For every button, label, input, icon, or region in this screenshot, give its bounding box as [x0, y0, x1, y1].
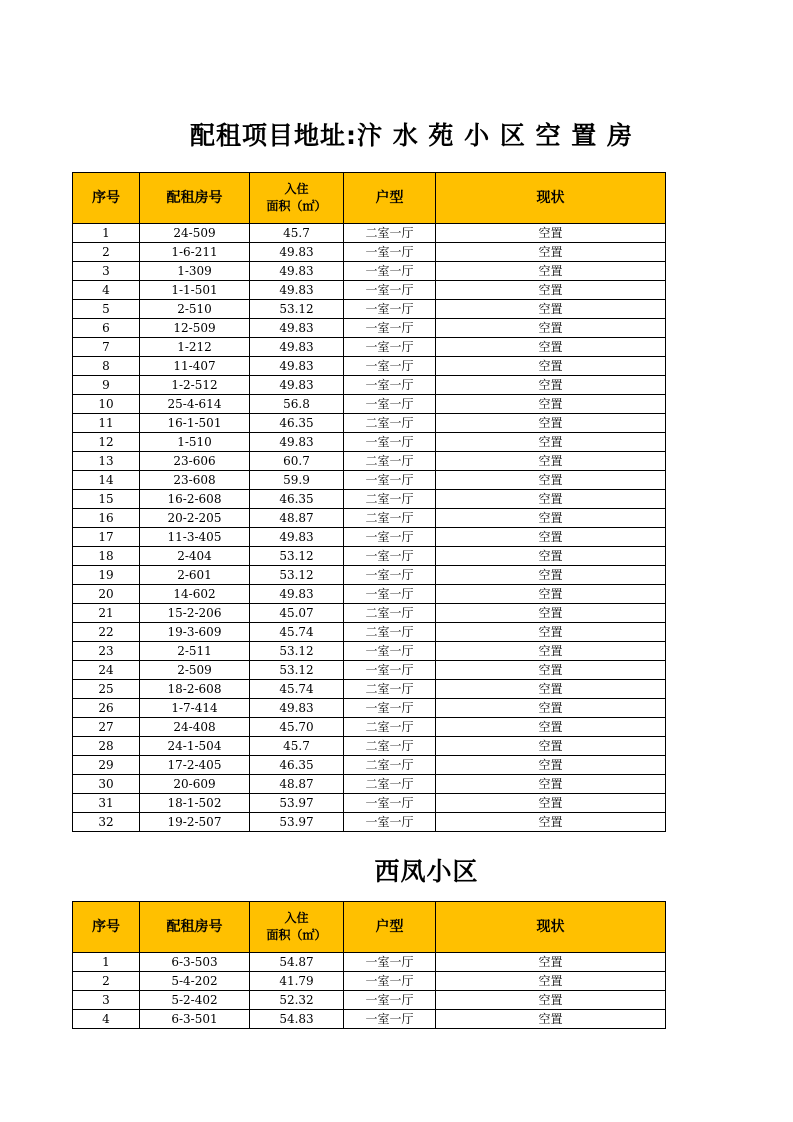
cell-type: 一室一厅	[344, 813, 436, 832]
cell-area: 49.83	[250, 376, 344, 395]
cell-room: 24-408	[140, 718, 250, 737]
cell-type: 一室一厅	[344, 376, 436, 395]
cell-seq: 4	[73, 281, 140, 300]
cell-room: 1-7-414	[140, 699, 250, 718]
table-row	[73, 604, 666, 623]
cell-type: 一室一厅	[344, 991, 436, 1010]
header-row	[73, 902, 666, 953]
cell-status: 空置	[436, 547, 666, 566]
table-row	[73, 775, 666, 794]
cell-room: 23-608	[140, 471, 250, 490]
cell-area: 49.83	[250, 338, 344, 357]
cell-status: 空置	[436, 566, 666, 585]
cell-room: 1-309	[140, 262, 250, 281]
vacancy-table-xifeng	[72, 901, 666, 1029]
cell-seq: 8	[73, 357, 140, 376]
cell-area: 56.8	[250, 395, 344, 414]
cell-status: 空置	[436, 319, 666, 338]
cell-status: 空置	[436, 737, 666, 756]
header-status: 现状	[436, 902, 666, 953]
table-row	[73, 718, 666, 737]
cell-type: 一室一厅	[344, 433, 436, 452]
cell-status: 空置	[436, 509, 666, 528]
cell-room: 1-1-501	[140, 281, 250, 300]
cell-area: 54.83	[250, 1010, 344, 1029]
cell-type: 一室一厅	[344, 1010, 436, 1029]
cell-area: 48.87	[250, 509, 344, 528]
cell-type: 二室一厅	[344, 452, 436, 471]
cell-area: 53.12	[250, 642, 344, 661]
table-row	[73, 756, 666, 775]
cell-room: 1-2-512	[140, 376, 250, 395]
cell-type: 二室一厅	[344, 775, 436, 794]
table-row	[73, 433, 666, 452]
header-room: 配租房号	[140, 173, 250, 224]
table-row	[73, 224, 666, 243]
table-row	[73, 547, 666, 566]
cell-seq: 23	[73, 642, 140, 661]
cell-area: 49.83	[250, 281, 344, 300]
cell-seq: 17	[73, 528, 140, 547]
cell-room: 5-2-402	[140, 991, 250, 1010]
cell-area: 46.35	[250, 414, 344, 433]
cell-status: 空置	[436, 585, 666, 604]
cell-type: 二室一厅	[344, 737, 436, 756]
table-row	[73, 623, 666, 642]
cell-room: 11-3-405	[140, 528, 250, 547]
cell-type: 一室一厅	[344, 699, 436, 718]
cell-room: 24-1-504	[140, 737, 250, 756]
header-seq: 序号	[73, 902, 140, 953]
cell-status: 空置	[436, 1010, 666, 1029]
header-room: 配租房号	[140, 902, 250, 953]
cell-room: 17-2-405	[140, 756, 250, 775]
table-row	[73, 395, 666, 414]
cell-area: 46.35	[250, 490, 344, 509]
cell-area: 53.12	[250, 547, 344, 566]
table-row	[73, 528, 666, 547]
cell-seq: 3	[73, 262, 140, 281]
cell-seq: 30	[73, 775, 140, 794]
cell-seq: 3	[73, 991, 140, 1010]
cell-status: 空置	[436, 718, 666, 737]
header-area-line2: 面积（㎡）	[266, 199, 327, 213]
cell-area: 49.83	[250, 433, 344, 452]
cell-status: 空置	[436, 756, 666, 775]
cell-status: 空置	[436, 699, 666, 718]
cell-status: 空置	[436, 433, 666, 452]
cell-seq: 7	[73, 338, 140, 357]
cell-status: 空置	[436, 452, 666, 471]
cell-seq: 13	[73, 452, 140, 471]
cell-type: 一室一厅	[344, 566, 436, 585]
cell-status: 空置	[436, 953, 666, 972]
cell-seq: 25	[73, 680, 140, 699]
cell-status: 空置	[436, 680, 666, 699]
cell-area: 45.7	[250, 224, 344, 243]
cell-area: 49.83	[250, 243, 344, 262]
table-row	[73, 972, 666, 991]
cell-status: 空置	[436, 376, 666, 395]
header-area-line1: 入住	[284, 911, 309, 925]
cell-area: 49.83	[250, 262, 344, 281]
cell-seq: 21	[73, 604, 140, 623]
cell-area: 46.35	[250, 756, 344, 775]
cell-type: 二室一厅	[344, 718, 436, 737]
cell-status: 空置	[436, 604, 666, 623]
cell-status: 空置	[436, 972, 666, 991]
header-area	[250, 902, 344, 953]
table-row	[73, 991, 666, 1010]
cell-room: 18-1-502	[140, 794, 250, 813]
table-row	[73, 414, 666, 433]
header-status: 现状	[436, 173, 666, 224]
cell-seq: 2	[73, 243, 140, 262]
cell-room: 2-511	[140, 642, 250, 661]
cell-type: 一室一厅	[344, 471, 436, 490]
cell-type: 二室一厅	[344, 414, 436, 433]
cell-status: 空置	[436, 471, 666, 490]
cell-status: 空置	[436, 794, 666, 813]
cell-type: 一室一厅	[344, 281, 436, 300]
cell-area: 53.12	[250, 661, 344, 680]
cell-seq: 29	[73, 756, 140, 775]
cell-seq: 32	[73, 813, 140, 832]
cell-area: 48.87	[250, 775, 344, 794]
table-row	[73, 566, 666, 585]
cell-type: 一室一厅	[344, 547, 436, 566]
table-row	[73, 243, 666, 262]
vacancy-table-bianshuiyuan	[72, 172, 666, 832]
cell-area: 49.83	[250, 528, 344, 547]
page-title: 配租项目地址:汴 水 苑 小 区 空 置 房	[190, 121, 633, 150]
cell-room: 24-509	[140, 224, 250, 243]
cell-room: 20-609	[140, 775, 250, 794]
table-row	[73, 376, 666, 395]
cell-area: 59.9	[250, 471, 344, 490]
cell-area: 41.79	[250, 972, 344, 991]
cell-status: 空置	[436, 490, 666, 509]
cell-type: 一室一厅	[344, 357, 436, 376]
table-row	[73, 661, 666, 680]
cell-seq: 28	[73, 737, 140, 756]
cell-type: 二室一厅	[344, 756, 436, 775]
table-row	[73, 509, 666, 528]
cell-type: 一室一厅	[344, 642, 436, 661]
cell-room: 6-3-501	[140, 1010, 250, 1029]
table-row	[73, 319, 666, 338]
cell-type: 二室一厅	[344, 604, 436, 623]
cell-status: 空置	[436, 357, 666, 376]
cell-type: 一室一厅	[344, 528, 436, 547]
cell-status: 空置	[436, 281, 666, 300]
cell-status: 空置	[436, 661, 666, 680]
cell-area: 45.74	[250, 680, 344, 699]
cell-room: 15-2-206	[140, 604, 250, 623]
cell-room: 1-212	[140, 338, 250, 357]
cell-area: 53.12	[250, 566, 344, 585]
header-seq: 序号	[73, 173, 140, 224]
cell-type: 一室一厅	[344, 585, 436, 604]
cell-seq: 22	[73, 623, 140, 642]
cell-room: 2-509	[140, 661, 250, 680]
cell-status: 空置	[436, 395, 666, 414]
cell-status: 空置	[436, 642, 666, 661]
table-row	[73, 794, 666, 813]
cell-room: 5-4-202	[140, 972, 250, 991]
table-row	[73, 1010, 666, 1029]
cell-seq: 26	[73, 699, 140, 718]
cell-seq: 14	[73, 471, 140, 490]
cell-type: 一室一厅	[344, 319, 436, 338]
cell-status: 空置	[436, 991, 666, 1010]
cell-room: 1-6-211	[140, 243, 250, 262]
cell-status: 空置	[436, 414, 666, 433]
cell-status: 空置	[436, 528, 666, 547]
cell-seq: 31	[73, 794, 140, 813]
table-row	[73, 680, 666, 699]
cell-seq: 18	[73, 547, 140, 566]
cell-type: 一室一厅	[344, 338, 436, 357]
cell-area: 49.83	[250, 319, 344, 338]
cell-area: 53.97	[250, 813, 344, 832]
cell-type: 二室一厅	[344, 509, 436, 528]
cell-status: 空置	[436, 224, 666, 243]
table-row	[73, 737, 666, 756]
table-row	[73, 490, 666, 509]
cell-room: 25-4-614	[140, 395, 250, 414]
cell-type: 二室一厅	[344, 623, 436, 642]
cell-seq: 6	[73, 319, 140, 338]
cell-area: 45.07	[250, 604, 344, 623]
cell-status: 空置	[436, 623, 666, 642]
cell-room: 2-601	[140, 566, 250, 585]
table-row	[73, 262, 666, 281]
table-row	[73, 300, 666, 319]
cell-type: 二室一厅	[344, 224, 436, 243]
header-type: 户型	[344, 173, 436, 224]
cell-seq: 10	[73, 395, 140, 414]
cell-type: 二室一厅	[344, 680, 436, 699]
header-row	[73, 173, 666, 224]
cell-area: 54.87	[250, 953, 344, 972]
cell-room: 1-510	[140, 433, 250, 452]
table-row	[73, 357, 666, 376]
cell-area: 52.32	[250, 991, 344, 1010]
cell-area: 45.7	[250, 737, 344, 756]
cell-seq: 15	[73, 490, 140, 509]
cell-seq: 19	[73, 566, 140, 585]
cell-room: 16-1-501	[140, 414, 250, 433]
cell-type: 一室一厅	[344, 300, 436, 319]
cell-seq: 12	[73, 433, 140, 452]
cell-room: 14-602	[140, 585, 250, 604]
table-row	[73, 585, 666, 604]
section-title: 西凤小区	[374, 857, 479, 886]
cell-area: 60.7	[250, 452, 344, 471]
table-row	[73, 699, 666, 718]
cell-room: 2-404	[140, 547, 250, 566]
table-row	[73, 452, 666, 471]
cell-seq: 27	[73, 718, 140, 737]
header-type: 户型	[344, 902, 436, 953]
cell-area: 49.83	[250, 699, 344, 718]
cell-seq: 1	[73, 224, 140, 243]
table-row	[73, 642, 666, 661]
cell-area: 53.97	[250, 794, 344, 813]
cell-type: 一室一厅	[344, 243, 436, 262]
cell-status: 空置	[436, 262, 666, 281]
cell-seq: 4	[73, 1010, 140, 1029]
cell-seq: 5	[73, 300, 140, 319]
cell-type: 一室一厅	[344, 794, 436, 813]
cell-status: 空置	[436, 775, 666, 794]
table-row	[73, 338, 666, 357]
cell-type: 一室一厅	[344, 972, 436, 991]
cell-seq: 9	[73, 376, 140, 395]
table-row	[73, 813, 666, 832]
cell-seq: 2	[73, 972, 140, 991]
table-row	[73, 471, 666, 490]
cell-area: 45.70	[250, 718, 344, 737]
cell-room: 18-2-608	[140, 680, 250, 699]
cell-room: 12-509	[140, 319, 250, 338]
cell-status: 空置	[436, 300, 666, 319]
cell-seq: 11	[73, 414, 140, 433]
cell-type: 一室一厅	[344, 661, 436, 680]
cell-type: 二室一厅	[344, 490, 436, 509]
cell-seq: 20	[73, 585, 140, 604]
cell-type: 一室一厅	[344, 953, 436, 972]
cell-seq: 16	[73, 509, 140, 528]
cell-status: 空置	[436, 338, 666, 357]
cell-room: 19-3-609	[140, 623, 250, 642]
cell-seq: 1	[73, 953, 140, 972]
header-area-line1: 入住	[284, 182, 309, 196]
cell-seq: 24	[73, 661, 140, 680]
table-row	[73, 953, 666, 972]
cell-room: 16-2-608	[140, 490, 250, 509]
header-area	[250, 173, 344, 224]
cell-status: 空置	[436, 813, 666, 832]
cell-status: 空置	[436, 243, 666, 262]
cell-area: 49.83	[250, 357, 344, 376]
cell-area: 45.74	[250, 623, 344, 642]
cell-room: 23-606	[140, 452, 250, 471]
cell-room: 6-3-503	[140, 953, 250, 972]
table-row	[73, 281, 666, 300]
cell-type: 一室一厅	[344, 262, 436, 281]
cell-room: 11-407	[140, 357, 250, 376]
header-area-line2: 面积（㎡）	[266, 928, 327, 942]
cell-room: 19-2-507	[140, 813, 250, 832]
cell-area: 49.83	[250, 585, 344, 604]
cell-room: 20-2-205	[140, 509, 250, 528]
cell-type: 一室一厅	[344, 395, 436, 414]
cell-room: 2-510	[140, 300, 250, 319]
cell-area: 53.12	[250, 300, 344, 319]
